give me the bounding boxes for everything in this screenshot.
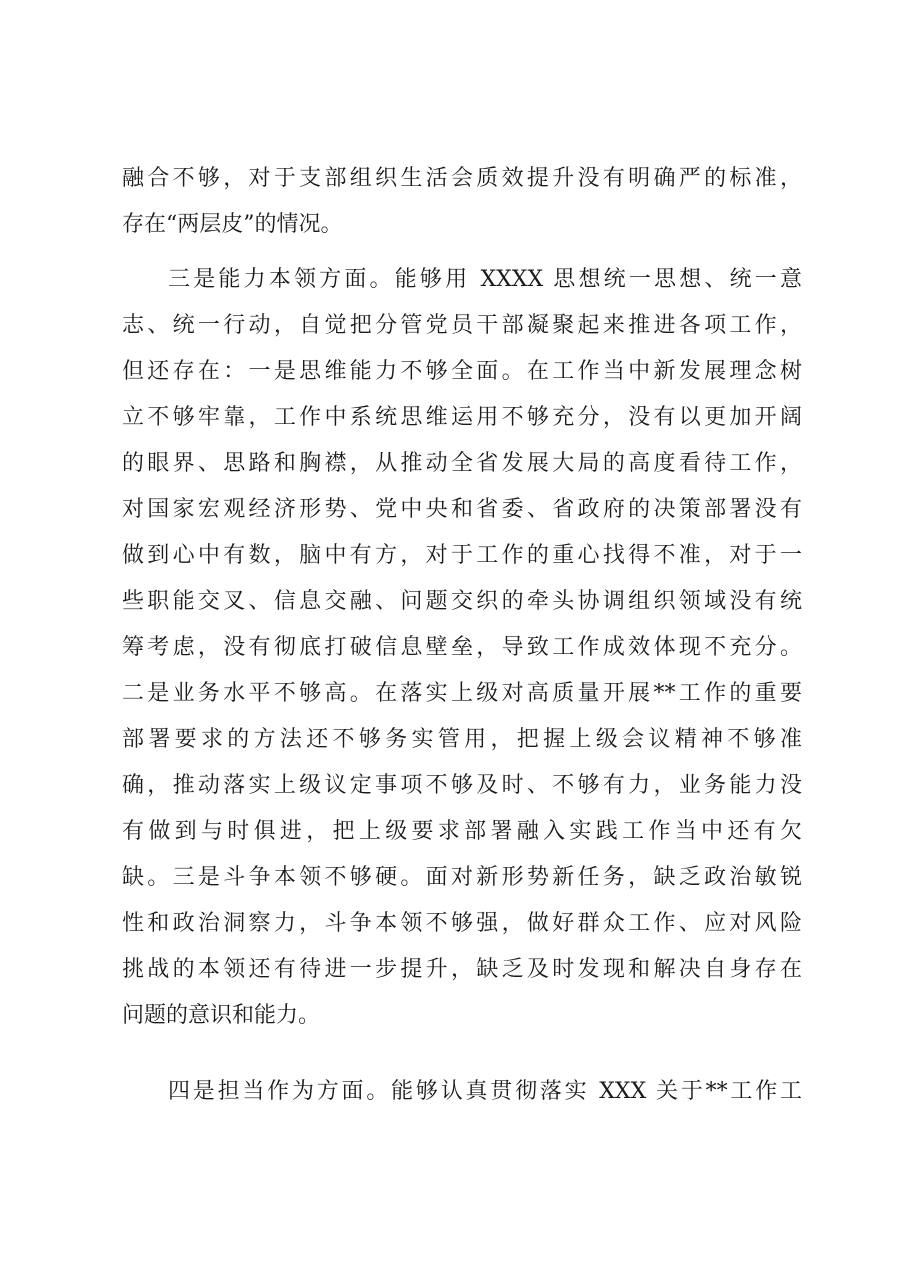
paragraph-responsibility (122, 1069, 802, 1115)
text-line: 些职能交叉、信息交融、问题交织的牵头协调组织领域没有统 (122, 589, 802, 614)
text-line: 但还存在：一是思维能力不够全面。在工作当中新发展理念树 (122, 359, 802, 384)
text-line: 立不够牢靠，工作中系统思维运用不够充分，没有以更加开阔 (122, 405, 802, 430)
text-line: 部署要求的方法还不够务实管用，把握上级会议精神不够准 (122, 727, 802, 752)
text-line: 对国家宏观经济形势、党中央和省委、省政府的决策部署没有 (122, 497, 802, 522)
text-line: 缺。三是斗争本领不够硬。面对新形势新任务，缺乏政治敏锐 (122, 865, 802, 890)
text-line: 三是能力本领方面。能够用 XXXX 思想统一思想、统一意 (168, 267, 802, 292)
text-line: 性和政治洞察力，斗争本领不够强，做好群众工作、应对风险 (122, 911, 802, 936)
text-line: 挑战的本领还有待进一步提升，缺乏及时发现和解决自身存在 (122, 957, 802, 982)
text-line: 的眼界、思路和胸襟，从推动全省发展大局的高度看待工作， (122, 451, 802, 476)
text-line: 融合不够，对于支部组织生活会质效提升没有明确严的标准， (122, 166, 802, 191)
text-line: 确，推动落实上级议定事项不够及时、不够有力，业务能力没 (122, 773, 802, 798)
paragraph-ability (122, 257, 802, 1039)
text-line: 四是担当作为方面。能够认真贯彻落实 XXX 关于**工作工 (168, 1079, 802, 1104)
text-line: 问题的意识和能力。 (122, 1003, 321, 1028)
text-line: 有做到与时俱进，把上级要求部署融入实践工作当中还有欠 (122, 819, 802, 844)
text-line: 做到心中有数，脑中有方，对于工作的重心找得不准，对于一 (122, 543, 802, 568)
text-line: 筹考虑，没有彻底打破信息壁垒，导致工作成效体现不充分。 (122, 635, 802, 660)
text-line: 存在“两层皮”的情况。 (122, 212, 343, 237)
paragraph-continuation (122, 156, 802, 248)
text-line: 二是业务水平不够高。在落实上级对高质量开展**工作的重要 (122, 681, 802, 706)
text-line: 志、统一行动，自觉把分管党员干部凝聚起来推进各项工作， (122, 313, 802, 338)
